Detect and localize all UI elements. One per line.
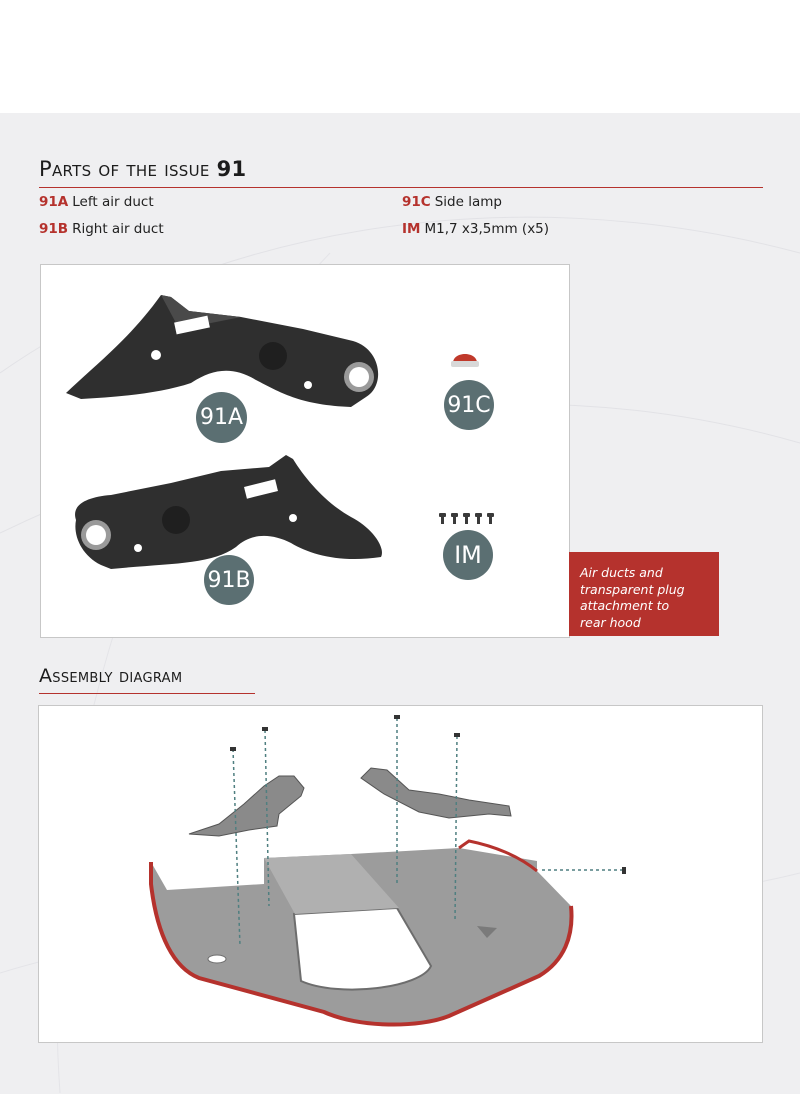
part-code: 91B [39, 221, 69, 237]
left-air-duct-image [66, 295, 378, 407]
badge-91a: 91A [196, 392, 247, 443]
parts-title-text: Parts of the issue [39, 157, 210, 181]
part-row-im [402, 221, 549, 237]
part-label: M1,7 x3,5mm (x5) [424, 221, 550, 237]
assembly-title-underline [39, 693, 255, 694]
callout-line: attachment to [580, 598, 670, 613]
part-code: 91A [39, 194, 69, 210]
side-lamp-image [451, 354, 479, 367]
part-label: Left air duct [72, 194, 154, 210]
callout-line: Air ducts and [580, 565, 663, 580]
parts-illustration [41, 265, 569, 637]
issue-number: 91 [216, 157, 247, 181]
callout-box [569, 552, 719, 636]
callout-line: rear hood [580, 614, 641, 630]
diagram-left-duct [189, 776, 304, 836]
parts-title [39, 157, 246, 181]
part-code: 91C [402, 194, 431, 210]
part-label: Right air duct [72, 221, 164, 237]
assembly-panel [38, 705, 763, 1043]
part-label: Side lamp [434, 194, 502, 210]
assembly-diagram [39, 706, 762, 1042]
diagram-right-duct [361, 768, 511, 818]
badge-im: IM [443, 530, 493, 580]
assembly-title: Assembly diagram [39, 665, 183, 687]
right-air-duct-image [75, 455, 382, 569]
parts-panel [40, 264, 570, 638]
callout-line: transparent plug [580, 581, 685, 597]
parts-title-underline [39, 187, 763, 188]
rear-hood-image [151, 841, 572, 1025]
badge-91b: 91B [204, 555, 254, 605]
screws-image [439, 513, 494, 524]
part-code: IM [402, 221, 421, 237]
badge-91c: 91C [444, 380, 494, 430]
part-row-91c [402, 194, 502, 210]
part-row-91a [39, 194, 154, 210]
part-row-91b [39, 221, 164, 237]
